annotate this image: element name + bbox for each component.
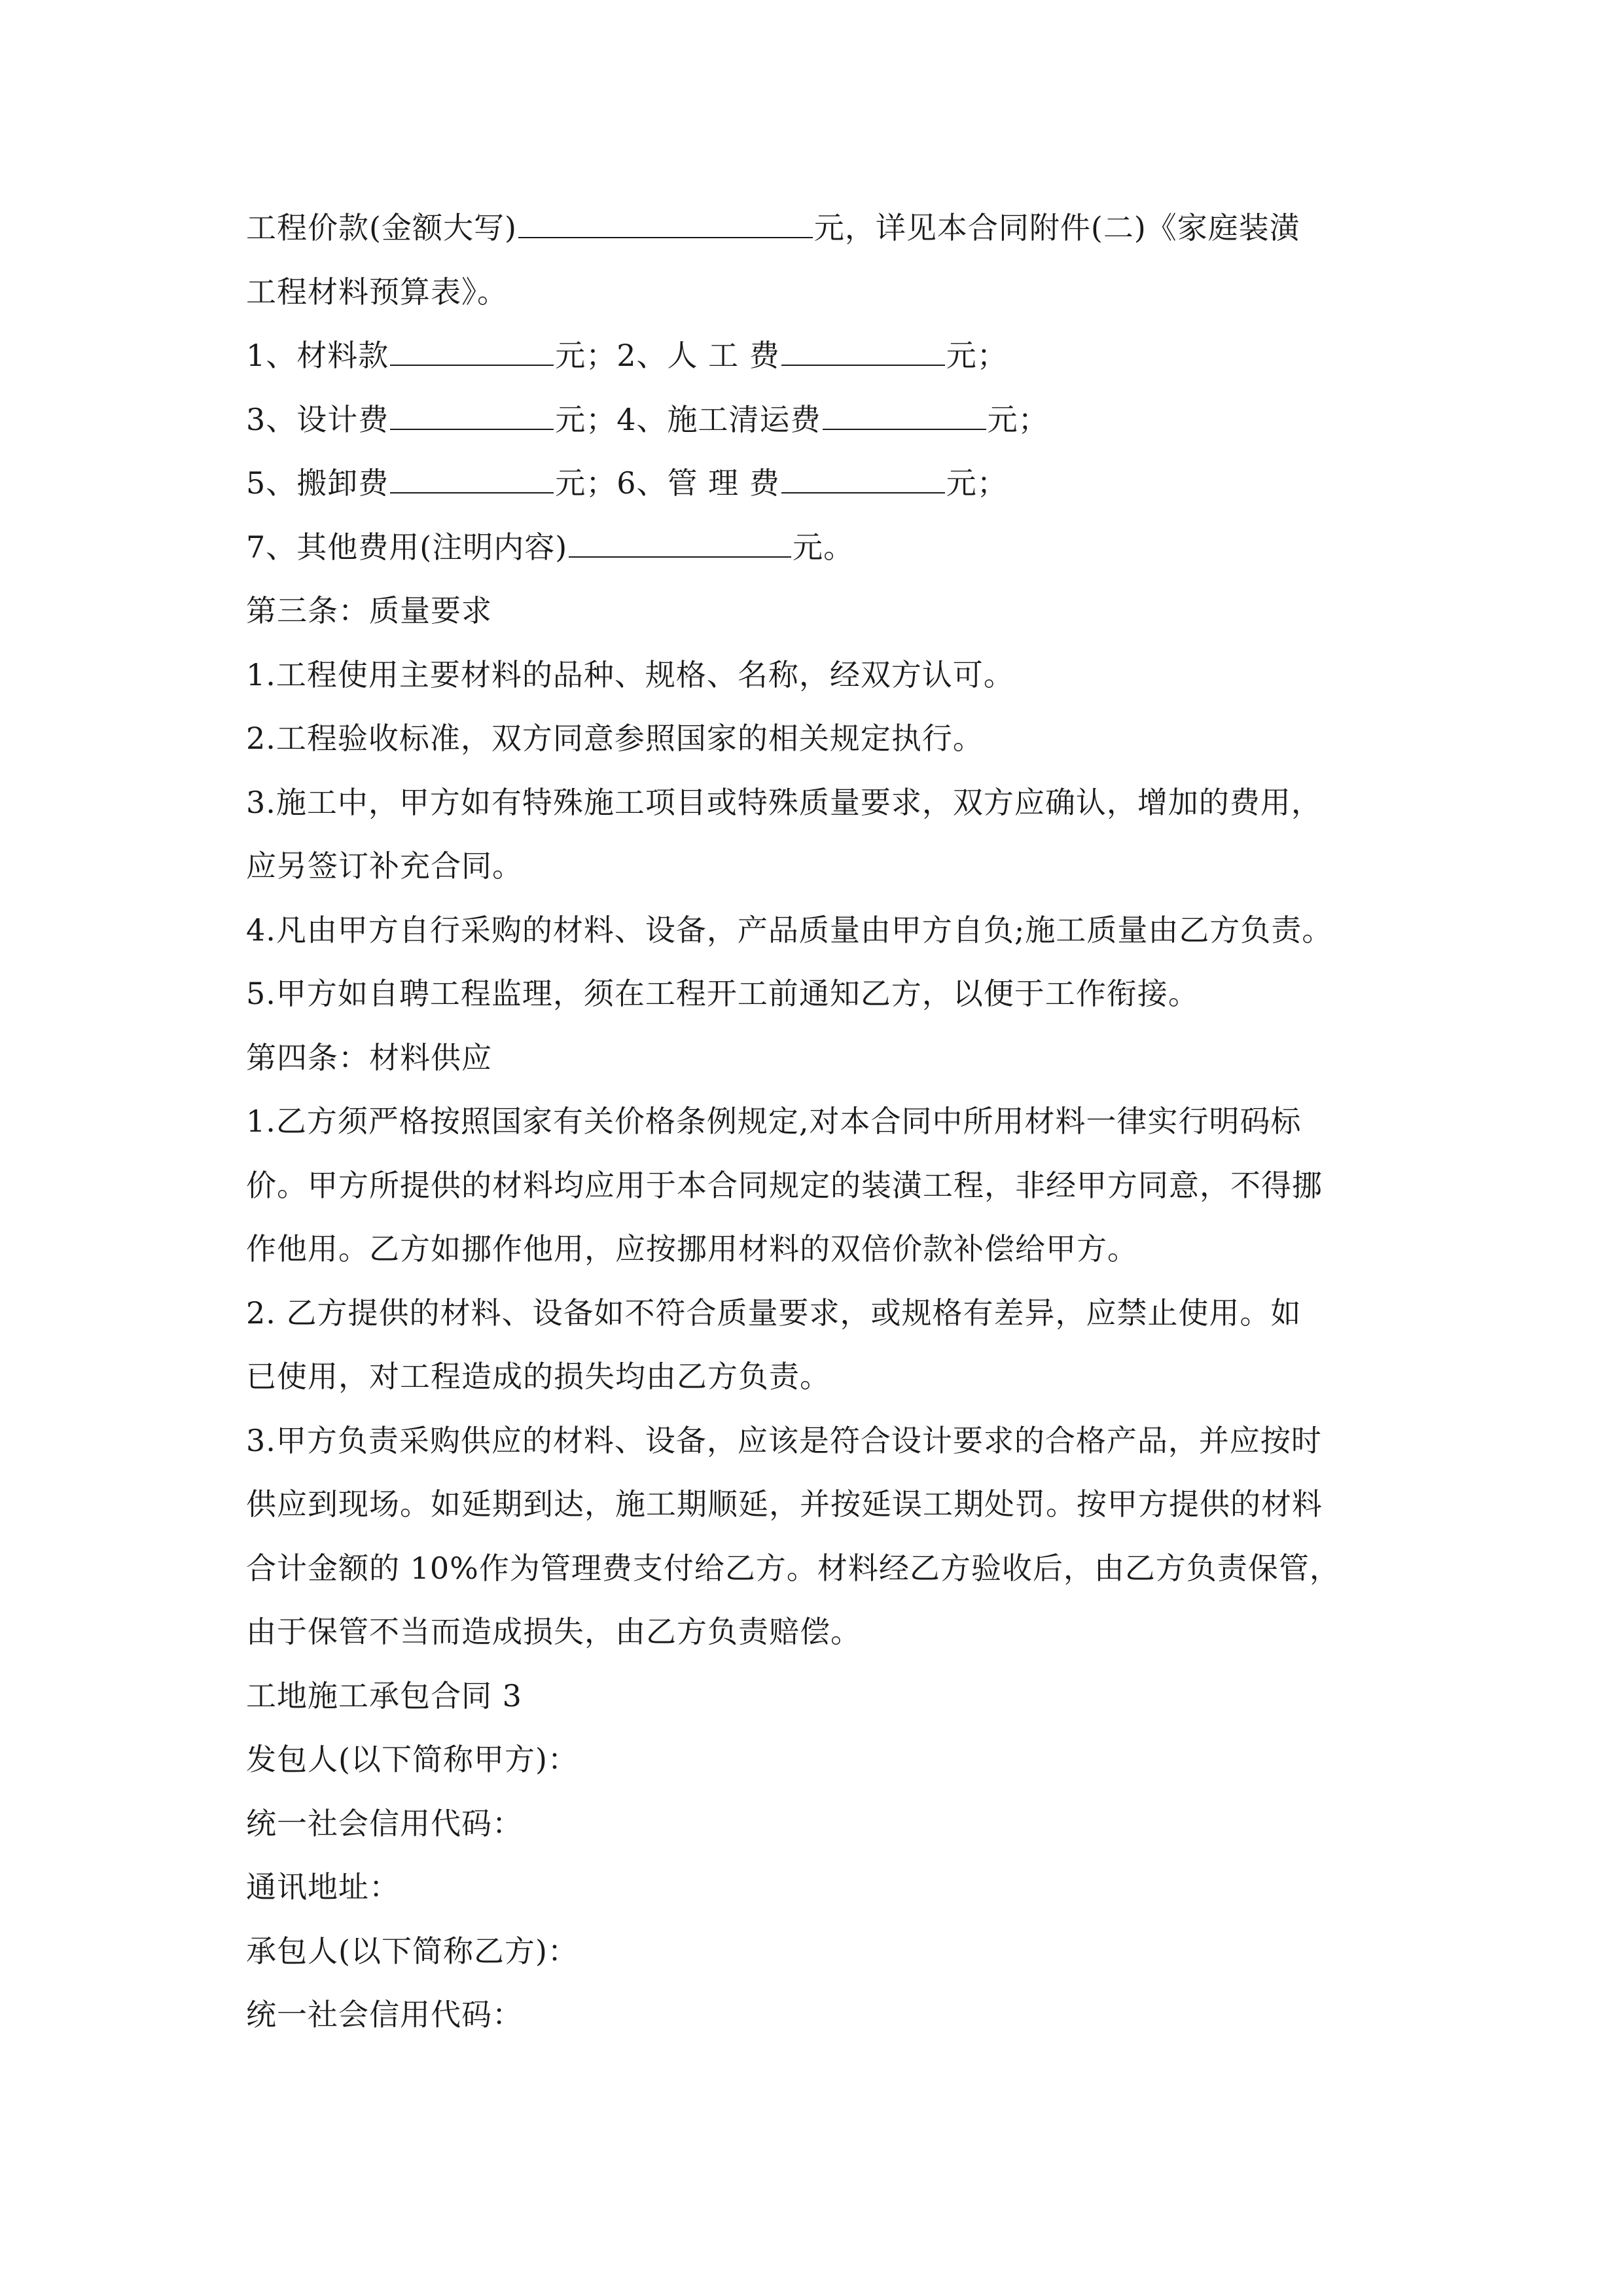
party-b-credit-code: 统一社会信用代码： — [246, 1997, 523, 2032]
price-line-2: 工程材料预算表》。 — [246, 274, 508, 310]
quality-clause-3-line-2: 应另签订补充合同。 — [246, 848, 523, 884]
supply-clause-3-line-3: 合计金额的 10%作为管理费支付给乙方。材料经乙方验收后，由乙方负责保管， — [246, 1550, 1340, 1586]
price-suffix: 元，详见本合同附件(二)《家庭装潢 — [813, 210, 1300, 245]
moving-fee-label: 5、搬卸费 — [246, 465, 389, 501]
quality-clause-2: 2.工程验收标准，双方同意参照国家的相关规定执行。 — [246, 721, 984, 756]
cleanup-fee-unit: 元； — [987, 401, 1049, 437]
labor-fee-label: 2、人 工 费 — [616, 338, 780, 373]
material-fee-blank — [390, 338, 554, 366]
price-amount-blank — [518, 211, 813, 238]
supply-clause-3-line-2: 供应到现场。如延期到达，施工期顺延，并按延误工期处罚。按甲方提供的材料 — [246, 1486, 1323, 1522]
supply-clause-3-line-4: 由于保管不当而造成损失，由乙方负责赔偿。 — [246, 1614, 861, 1649]
contract-3-title: 工地施工承包合同 3 — [246, 1677, 522, 1713]
cleanup-fee-blank — [823, 403, 986, 430]
price-line-1 — [246, 196, 1385, 260]
quality-clause-4: 4.凡由甲方自行采购的材料、设备，产品质量由甲方自负;施工质量由乙方负责。 — [246, 912, 1333, 948]
cleanup-fee-label: 4、施工清运费 — [616, 401, 821, 437]
fee-row-2 — [246, 388, 1385, 452]
labor-fee-blank — [781, 338, 945, 366]
fee-row-1 — [246, 324, 1385, 388]
supply-clause-2-line-2: 已使用，对工程造成的损失均由乙方负责。 — [246, 1359, 830, 1394]
quality-clause-5: 5.甲方如自聘工程监理，须在工程开工前通知乙方，以便于工作衔接。 — [246, 976, 1199, 1011]
supply-clause-3-line-1: 3.甲方负责采购供应的材料、设备，应该是符合设计要求的合格产品，并应按时 — [246, 1422, 1322, 1458]
supply-clause-1-line-2: 价。甲方所提供的材料均应用于本合同规定的装潢工程，非经甲方同意，不得挪 — [246, 1167, 1323, 1203]
material-fee-label: 1、材料款 — [246, 338, 389, 373]
price-label: 工程价款(金额大写) — [246, 210, 517, 245]
design-fee-unit: 元； — [555, 401, 617, 437]
address-label: 通讯地址： — [246, 1869, 400, 1905]
design-fee-blank — [390, 403, 554, 430]
other-fee-blank — [569, 530, 791, 558]
supply-clause-1-line-1: 1.乙方须严格按照国家有关价格条例规定,对本合同中所用材料一律实行明码标 — [246, 1103, 1302, 1139]
management-fee-unit: 元； — [946, 465, 1008, 501]
other-fee-row — [246, 516, 1385, 580]
other-fee-unit: 元。 — [793, 529, 855, 565]
design-fee-label: 3、设计费 — [246, 401, 389, 437]
management-fee-label: 6、管 理 费 — [616, 465, 780, 501]
moving-fee-blank — [390, 466, 554, 493]
supply-heading: 第四条：材料供应 — [246, 1039, 492, 1075]
document-page — [246, 196, 1385, 2047]
moving-fee-unit: 元； — [555, 465, 617, 501]
supply-clause-1-line-3: 作他用。乙方如挪作他用，应按挪用材料的双倍价款补偿给甲方。 — [246, 1231, 1138, 1266]
supply-clause-2-line-1: 2. 乙方提供的材料、设备如不符合质量要求，或规格有差异，应禁止使用。如 — [246, 1295, 1302, 1331]
labor-fee-unit: 元； — [946, 338, 1008, 373]
quality-clause-3-line-1: 3.施工中，甲方如有特殊施工项目或特殊质量要求，双方应确认，增加的费用， — [246, 784, 1322, 820]
other-fee-label: 7、其他费用(注明内容) — [246, 529, 568, 565]
quality-clause-1: 1.工程使用主要材料的品种、规格、名称，经双方认可。 — [246, 656, 1014, 692]
management-fee-blank — [781, 466, 945, 493]
party-b-label: 承包人(以下简称乙方)： — [246, 1933, 579, 1969]
material-fee-unit: 元； — [555, 338, 617, 373]
quality-heading: 第三条：质量要求 — [246, 593, 492, 628]
party-a-credit-code: 统一社会信用代码： — [246, 1805, 523, 1841]
fee-row-3 — [246, 452, 1385, 516]
party-a-label: 发包人(以下简称甲方)： — [246, 1742, 579, 1777]
